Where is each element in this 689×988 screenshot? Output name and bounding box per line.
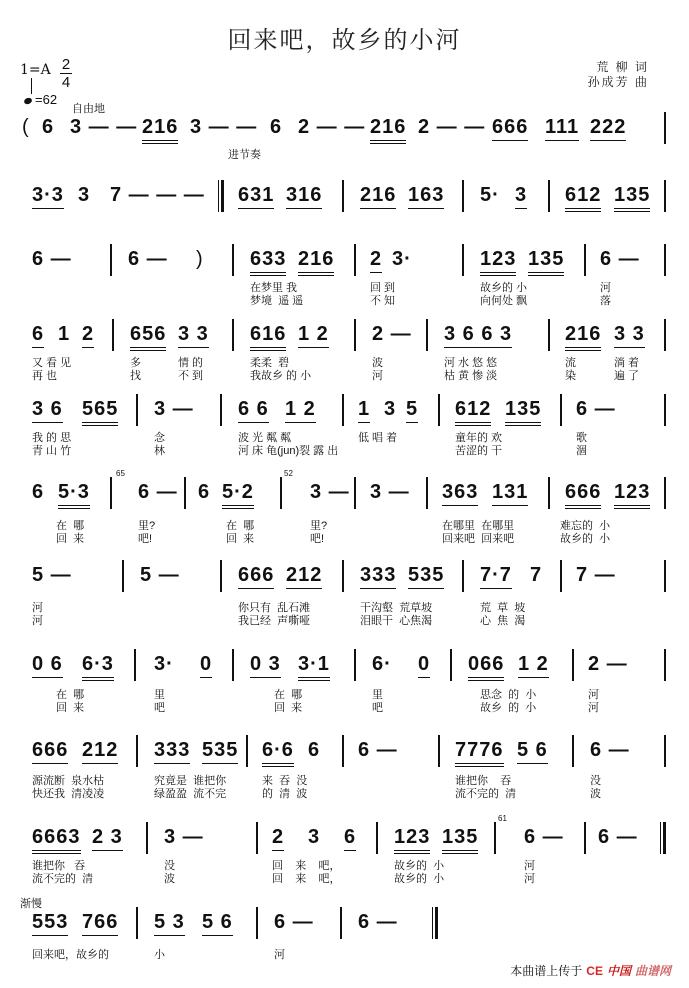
triplet-group: 212 [82,739,118,764]
note-group: 5 6 [202,911,233,936]
note: 3 — [154,398,194,420]
note-group: 5 6 [517,739,548,764]
barline [354,244,356,276]
barline [122,560,124,592]
note: 6 — [590,739,630,761]
note: 1 [358,398,370,423]
barline [110,244,112,276]
lyric: 河 [32,615,43,627]
lyric: 河 [372,370,383,382]
lyric: 河 [588,689,599,701]
lyric: 波 光 粼 粼 [238,432,292,444]
note-group: 2 3 [92,826,123,851]
lyric: 波 [372,357,383,369]
lyric: 故乡的 小 [560,533,611,545]
barline [548,180,550,212]
note: 2 — [372,323,412,345]
barline [426,319,428,351]
lyric: 柔柔 碧 [250,357,290,369]
note-group: 3 6 6 3 [444,323,512,348]
note-group: 565 [82,398,118,426]
barline [664,394,666,426]
lyric: 里? [310,520,328,532]
note: 3 — — [190,116,258,138]
barline [220,394,222,426]
lyric: 没 [590,775,601,787]
note: 3· [154,653,174,675]
lyric: 遍 了 [614,370,640,382]
lyric: 里 [154,689,165,701]
lyric: 你只有 乱石滩 [238,602,311,614]
note: 3 [515,184,527,209]
barline [560,394,562,426]
lyric: 故乡的 小 [480,282,528,294]
barline [342,735,344,767]
note: 6 — [524,826,564,848]
triplet-group: 216 [360,184,396,209]
lyric: 吧 [154,702,165,714]
grace-notes: 65 [116,469,125,478]
lyric: 回 来 [274,702,303,714]
barline [184,477,186,509]
note-group: 135 [614,184,650,212]
time-signature [60,56,72,91]
barline [342,180,344,212]
lyric: 河 [600,282,611,294]
lyric: 波 [590,788,601,800]
note: 5 — [32,564,72,586]
barline [354,649,356,681]
lyric: 没 [164,860,175,872]
meter-bottom: 4 [61,74,71,91]
note: 0 [200,653,212,678]
final-barline [432,907,438,939]
note-group: 1 2 [298,323,329,348]
note-group: 3·3 [32,184,64,209]
note: 3 — [164,826,204,848]
intro-marking: 进节奏 [228,149,261,161]
note-group: 123 [614,481,650,509]
lyric: 再 也 [32,370,58,382]
triplet-group: 111 [545,116,579,141]
note-group: 216 [142,116,178,144]
barline [664,319,666,351]
grace-notes: 61 [498,814,507,823]
note: 7 [530,564,543,586]
lyric: 河 [274,949,285,961]
barline [110,477,112,509]
barline [572,649,574,681]
note-group: 656 [130,323,166,351]
note-group: 135 [528,248,564,276]
lyric: 来 吞 没 [262,775,308,787]
barline [426,477,428,509]
lyric: 流不完的 清 [32,873,94,885]
song-title: 回来吧，故乡的小河 [227,26,462,54]
note: 3· [392,248,412,270]
note-group: 7776 [455,739,504,767]
lyric: 波 [164,873,175,885]
barline [664,477,666,509]
lyric: 歌 [576,432,587,444]
triplet-group: 631 [238,184,274,209]
note: 6 — [358,739,398,761]
lyric: 河 [32,602,43,614]
lyric: 河 [524,860,535,872]
site-name-a: 中国 [606,964,631,978]
note: 0 [418,653,430,678]
lyric: 在 哪 [56,520,85,532]
barline [136,735,138,767]
note-group: 1 2 [285,398,316,423]
lyric: 吧 [372,702,383,714]
composer-credit: 孙成芳 曲 [587,75,649,89]
lyric: 我已经 声嘶哑 [238,615,311,627]
barline [232,319,234,351]
note: 6 — [598,826,638,848]
note-group: 6663 [32,826,81,854]
note: 2 — — [418,116,486,138]
note-group: 612 [455,398,491,426]
triplet-group: 131 [492,481,528,506]
barline [664,649,666,681]
triplet-group: 553 [32,911,68,936]
lyric: 回来吧，故乡的 [32,949,109,961]
lyric: 小 [154,949,165,961]
note: 6 [270,116,283,138]
lyric: 流不完的 清 [455,788,517,800]
lyric: 回来吧 回来吧 [442,533,515,545]
lyric: 的 清 波 [262,788,308,800]
note-group: 612 [565,184,601,212]
lyric: 吧! [138,533,153,545]
barline [354,319,356,351]
lyric: 落 [600,295,611,307]
lyric: 快还我 清凌凌 [32,788,105,800]
note-group: 216 [370,116,406,144]
lyric: 河 [588,702,599,714]
note-group: 6 6 [238,398,269,423]
lyric: 究竟是 谁把你 [154,775,227,787]
lyric: 在 哪 [226,520,255,532]
lyric: 心 焦 渴 [480,615,526,627]
lyric: 低 唱 着 [358,432,398,444]
barline [462,180,464,212]
lyric: 在 哪 [274,689,303,701]
note-group: 3·1 [298,653,330,681]
lyric: 涸 [576,445,587,457]
note-group: 135 [505,398,541,426]
note-group: 616 [250,323,286,351]
barline [664,180,666,212]
note: 3 [308,826,321,848]
triplet-group: 666 [238,564,274,589]
lyric: 多 [130,357,141,369]
lyric: 梦境 遥 遥 [250,295,304,307]
lyric: 又 看 见 [32,357,72,369]
note-group: 5 3 [154,911,185,936]
lyric: 淌 着 [614,357,640,369]
lyric: 回 来 吧， [272,873,341,885]
repeat-start-barline [218,180,224,212]
lyric: 不 到 [178,370,204,382]
lyric: 故乡的 小 [394,873,445,885]
barline [462,560,464,592]
paren-open: ( [22,116,30,138]
note-group: 066 [468,653,504,681]
lyric: 找 [130,370,141,382]
lyric: 青 山 竹 [32,445,72,457]
lyric: 绿盈盈 流不完 [154,788,227,800]
lyric: 向何处 飘 [480,295,528,307]
note-group: 3 6 [32,398,63,423]
paren-close: ) [196,248,204,270]
lyric: 在梦里 我 [250,282,298,294]
barline [584,244,586,276]
barline [584,822,586,854]
lyric: 思念 的 小 [480,689,537,701]
triplet-group: 535 [408,564,444,589]
triplet-group: 333 [154,739,190,764]
barline [664,112,666,144]
lyric: 荒 草 坡 [480,602,526,614]
note: 6 — [32,248,72,270]
lyric: 不 知 [370,295,396,307]
lyric: 吧! [310,533,325,545]
barline [462,244,464,276]
note: 6 [198,481,211,503]
note-group: 123 [394,826,430,854]
lyric: 童年的 欢 [455,432,503,444]
quarter-note-icon [23,97,33,105]
lyric: 林 [154,445,165,457]
note-group: 0 3 [250,653,281,678]
credits [588,60,649,90]
barline [438,735,440,767]
lyric: 在哪里 在哪里 [442,520,515,532]
lyric: 回 来 吧， [272,860,341,872]
lyric: 枯 黄 惨 淡 [444,370,498,382]
barline [342,560,344,592]
note: 6 [32,481,45,503]
note: 1 [58,323,71,345]
barline [494,822,496,854]
note-group: 123 [480,248,516,276]
lyric: 回 到 [370,282,396,294]
lyric: 泪眼干 心焦渴 [360,615,433,627]
watermark [510,962,671,979]
lyric: 染 [565,370,576,382]
lyricist-credit: 荒 柳 词 [596,60,649,74]
barline [256,907,258,939]
lyric: 我故乡 的 小 [250,370,312,382]
lyric: 谁把你 吞 [32,860,86,872]
barline [342,394,344,426]
note: 6 — [138,481,178,503]
barline [664,560,666,592]
watermark-text: 本曲谱上传于 [510,964,583,978]
triplet-group: 163 [408,184,444,209]
ritardando-marking: 渐慢 [20,898,42,910]
barline [246,735,248,767]
lyric: 故乡 的 小 [480,702,537,714]
key-signature: 1=A [20,62,51,78]
barline [134,649,136,681]
note: 6 [42,116,55,138]
note: 2 [272,826,284,851]
barline [136,907,138,939]
barline [280,477,282,509]
note-group: 7·7 [480,564,512,589]
note: 5· [480,184,500,206]
lyric: 流 [565,357,576,369]
lyric: 在 哪 [56,689,85,701]
lyric: 河 床 龟(jun)裂 露 出 [238,445,339,457]
repeat-end-barline [660,822,666,854]
note-group: 633 [250,248,286,276]
note: 2 [82,323,94,348]
barline [664,735,666,767]
site-logo-icon: CE [586,963,603,978]
note-group: 666 [565,481,601,509]
note: 3 — — [70,116,138,138]
note: 3 [384,398,397,420]
lyric: 回 来 [226,533,255,545]
note: 6 — [576,398,616,420]
triplet-group: 333 [360,564,396,589]
note-group: 1 2 [518,653,549,678]
barline [560,560,562,592]
expression-marking: 自由地 [72,103,105,115]
note: 7 — [576,564,616,586]
triplet-group: 535 [202,739,238,764]
barline [572,735,574,767]
note: 3 [78,184,91,206]
triplet-group: 222 [590,116,626,141]
lyric: 回 来 [56,702,85,714]
barline [232,244,234,276]
note-group: 135 [442,826,478,854]
triplet-group: 666 [32,739,68,764]
triplet-group: 363 [442,481,478,506]
note: 6 — [128,248,168,270]
note-group: 6·6 [262,739,294,767]
note-group: 0 6 [32,653,63,678]
barline [112,319,114,351]
note: 6 — [274,911,314,933]
note: 6· [372,653,392,675]
lyric: 河 水 悠 悠 [444,357,498,369]
lyric: 苦涩的 干 [455,445,503,457]
lyric: 我 的 思 [32,432,72,444]
lyric: 里? [138,520,156,532]
barline [340,907,342,939]
note: 6 [32,323,44,348]
note: 5 — [140,564,180,586]
tempo-marking [24,92,57,107]
note-group: 5·3 [58,481,90,509]
triplet-group: 766 [82,911,118,936]
barline [548,319,550,351]
barline [220,560,222,592]
note: 6 — [600,248,640,270]
lyric: 念 [154,432,165,444]
note-group: 3 3 [178,323,209,348]
note: 6 [344,826,356,851]
barline [450,649,452,681]
barline [664,244,666,276]
lyric: 源流断 泉水枯 [32,775,105,787]
triplet-group: 666 [492,116,528,141]
note-group: 6·3 [82,653,114,681]
tempo-value: =62 [35,92,58,107]
note-group: 216 [298,248,334,276]
meter-top: 2 [61,56,71,73]
lyric: 河 [524,873,535,885]
lyric: 里 [372,689,383,701]
barline [256,822,258,854]
lyric: 难忘的 小 [560,520,611,532]
note: 5 [406,398,418,423]
note: 6 — [358,911,398,933]
barline [548,477,550,509]
lyric: 干沟壑 荒草坡 [360,602,433,614]
note: 2 — [588,653,628,675]
barline [438,394,440,426]
note: 2 — — [298,116,366,138]
triplet-group: 212 [286,564,322,589]
barline [136,394,138,426]
barline [146,822,148,854]
note-group: 5·2 [222,481,254,509]
note-group: 3 3 [614,323,645,348]
note: 3 — [310,481,350,503]
note: 6 [308,739,321,761]
note: 2 [370,248,382,273]
triplet-group: 316 [286,184,322,209]
note: 7 — — — [110,184,205,206]
lyric: 回 来 [56,533,85,545]
lyric: 情 的 [178,357,204,369]
note: 3 — [370,481,410,503]
site-name-b: 曲谱网 [634,964,671,978]
grace-notes: 52 [284,469,293,478]
barline [232,649,234,681]
barline [354,477,356,509]
note-group: 216 [565,323,601,351]
barline [376,822,378,854]
lyric: 故乡的 小 [394,860,445,872]
lyric: 谁把你 吞 [455,775,512,787]
